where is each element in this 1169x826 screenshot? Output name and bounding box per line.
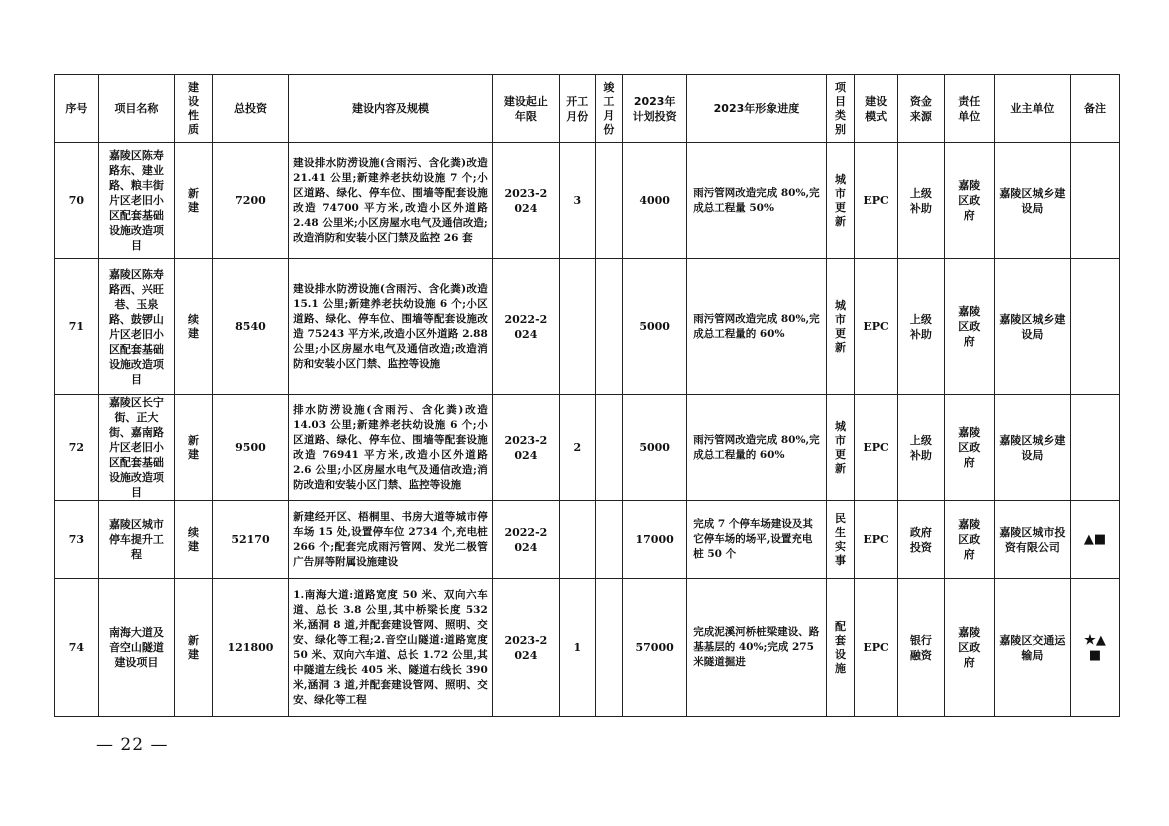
table-row	[55, 143, 1120, 259]
cell-name: 嘉陵区城市停车提升工程	[98, 501, 174, 579]
cell-start-month	[559, 259, 595, 395]
cell-responsible: 嘉陵区政府	[944, 501, 994, 579]
cell-content: 建设排水防涝设施(含雨污、含化粪)改造 21.41 公里;新建养老扶幼设施 7 个;小区道路、绿化、停车位、围墙等配套设施改造 74700 平方米,改造小区外道路 2.48 公里米;小区房屋水电气及通信改造;改造消防和安装小区门禁及监控 26 套	[289, 143, 493, 259]
cell-investment: 9500	[212, 395, 288, 501]
header-remarks: 备注	[1071, 75, 1120, 143]
table-row	[55, 579, 1120, 717]
cell-period: 2023-2024	[492, 579, 559, 717]
cell-funding: 银行融资	[897, 579, 944, 717]
cell-category: 配套设施	[826, 579, 855, 717]
remarks-symbols: ▲■	[1083, 532, 1107, 547]
header-responsible: 责任单位	[944, 75, 994, 143]
header-start-month: 开工月份	[559, 75, 595, 143]
cell-seq: 74	[55, 579, 99, 717]
cell-category: 城市更新	[826, 259, 855, 395]
cell-responsible: 嘉陵区政府	[944, 395, 994, 501]
cell-name: 嘉陵区陈寿路西、兴旺巷、玉泉路、鼓锣山片区老旧小区配套基础设施改造项目	[98, 259, 174, 395]
cell-content: 新建经开区、梧桐里、书房大道等城市停车场 15 处,设置停车位 2734 个,充电桩 266 个;配套完成雨污管网、发光二极管广告屏等附属设施建设	[289, 501, 493, 579]
cell-owner: 嘉陵区交通运输局	[994, 579, 1070, 717]
cell-name: 南海大道及音空山隧道建设项目	[98, 579, 174, 717]
cell-plan-2023: 5000	[623, 259, 687, 395]
cell-nature: 新建	[175, 579, 213, 717]
cell-remarks	[1071, 501, 1120, 579]
cell-seq: 70	[55, 143, 99, 259]
cell-seq: 72	[55, 395, 99, 501]
cell-content: 1.南海大道:道路宽度 50 米、双向六车道、总长 3.8 公里,其中桥梁长度 532 米,涵洞 8 道,并配套建设管网、照明、交安、绿化等工程;2.音空山隧道:道路宽度 50 米、双向六车道、总长 1.72 公里,其中隧道左线长 405 米、隧道右线长 390 米,涵洞 3 道,并配套建设管网、照明、交安、绿化等工程	[289, 579, 493, 717]
cell-owner: 嘉陵区城乡建设局	[994, 395, 1070, 501]
cell-plan-2023: 4000	[623, 143, 687, 259]
cell-mode: EPC	[855, 501, 898, 579]
project-table	[54, 74, 1120, 717]
cell-period: 2023-2024	[492, 143, 559, 259]
cell-investment: 7200	[212, 143, 288, 259]
cell-seq: 73	[55, 501, 99, 579]
header-mode: 建设模式	[855, 75, 898, 143]
cell-remarks	[1071, 259, 1120, 395]
cell-content: 建设排水防涝设施(含雨污、含化粪)改造 15.1 公里;新建养老扶幼设施 6 个;小区道路、绿化、停车位、围墙等配套设施改造 75243 平方米,改造小区外道路 2.88 公里;小区房屋水电气及通信改造;改造消防和安装小区门禁、监控等设施	[289, 259, 493, 395]
cell-mode: EPC	[855, 579, 898, 717]
header-seq: 序号	[55, 75, 99, 143]
cell-period: 2022-2024	[492, 501, 559, 579]
table-header-row	[55, 75, 1120, 143]
header-owner: 业主单位	[994, 75, 1070, 143]
cell-investment: 52170	[212, 501, 288, 579]
header-category: 项目类别	[826, 75, 855, 143]
header-funding: 资金来源	[897, 75, 944, 143]
cell-progress-2023: 完成泥溪河桥桩梁建设、路基基层的 40%;完成 275 米隧道掘进	[687, 579, 826, 717]
cell-remarks	[1071, 579, 1120, 717]
cell-start-month	[559, 501, 595, 579]
cell-plan-2023: 57000	[623, 579, 687, 717]
cell-progress-2023: 雨污管网改造完成 80%,完成总工程量 50%	[687, 143, 826, 259]
cell-funding: 上级补助	[897, 143, 944, 259]
cell-end-month	[595, 395, 622, 501]
cell-progress-2023: 雨污管网改造完成 80%,完成总工程量的 60%	[687, 259, 826, 395]
header-content: 建设内容及规模	[289, 75, 493, 143]
cell-name: 嘉陵区陈寿路东、建业路、粮丰街片区老旧小区配套基础设施改造项目	[98, 143, 174, 259]
cell-remarks	[1071, 143, 1120, 259]
cell-end-month	[595, 143, 622, 259]
header-progress-2023: 2023年形象进度	[687, 75, 826, 143]
cell-content: 排水防涝设施(含雨污、含化粪)改造 14.03 公里;新建养老扶幼设施 6 个;小区道路、绿化、停车位、围墙等配套设施改造 76941 平方米,改造小区外道路 2.6 公里;小区房屋水电气及通信改造;消防改造和安装小区门禁、监控等设施	[289, 395, 493, 501]
cell-plan-2023: 5000	[623, 395, 687, 501]
cell-funding: 上级补助	[897, 259, 944, 395]
header-end-month: 竣工月份	[595, 75, 622, 143]
cell-responsible: 嘉陵区政府	[944, 143, 994, 259]
table-row	[55, 501, 1120, 579]
cell-category: 城市更新	[826, 395, 855, 501]
cell-end-month	[595, 501, 622, 579]
page-number: — 22 —	[96, 735, 169, 755]
cell-owner: 嘉陵区城乡建设局	[994, 259, 1070, 395]
cell-category: 民生实事	[826, 501, 855, 579]
cell-nature: 新建	[175, 395, 213, 501]
cell-nature: 续建	[175, 259, 213, 395]
header-investment: 总投资	[212, 75, 288, 143]
cell-end-month	[595, 259, 622, 395]
cell-investment: 8540	[212, 259, 288, 395]
cell-start-month: 2	[559, 395, 595, 501]
cell-mode: EPC	[855, 143, 898, 259]
header-plan-2023: 2023年计划投资	[623, 75, 687, 143]
cell-end-month	[595, 579, 622, 717]
table-row	[55, 259, 1120, 395]
cell-responsible: 嘉陵区政府	[944, 579, 994, 717]
cell-owner: 嘉陵区城市投资有限公司	[994, 501, 1070, 579]
cell-name: 嘉陵区长宁街、正大街、嘉南路片区老旧小区配套基础设施改造项目	[98, 395, 174, 501]
remarks-symbols: ★▲■	[1084, 632, 1106, 663]
cell-progress-2023: 完成 7 个停车场建设及其它停车场的场平,设置充电桩 50 个	[687, 501, 826, 579]
cell-category: 城市更新	[826, 143, 855, 259]
cell-responsible: 嘉陵区政府	[944, 259, 994, 395]
cell-seq: 71	[55, 259, 99, 395]
cell-nature: 续建	[175, 501, 213, 579]
cell-funding: 上级补助	[897, 395, 944, 501]
cell-start-month: 3	[559, 143, 595, 259]
header-name: 项目名称	[98, 75, 174, 143]
cell-owner: 嘉陵区城乡建设局	[994, 143, 1070, 259]
cell-investment: 121800	[212, 579, 288, 717]
header-period: 建设起止年限	[492, 75, 559, 143]
cell-start-month: 1	[559, 579, 595, 717]
cell-period: 2023-2024	[492, 395, 559, 501]
cell-mode: EPC	[855, 259, 898, 395]
cell-plan-2023: 17000	[623, 501, 687, 579]
header-nature: 建设性质	[175, 75, 213, 143]
cell-mode: EPC	[855, 395, 898, 501]
cell-nature: 新建	[175, 143, 213, 259]
cell-remarks	[1071, 395, 1120, 501]
cell-funding: 政府投资	[897, 501, 944, 579]
table-row	[55, 395, 1120, 501]
cell-progress-2023: 雨污管网改造完成 80%,完成总工程量的 60%	[687, 395, 826, 501]
cell-period: 2022-2024	[492, 259, 559, 395]
